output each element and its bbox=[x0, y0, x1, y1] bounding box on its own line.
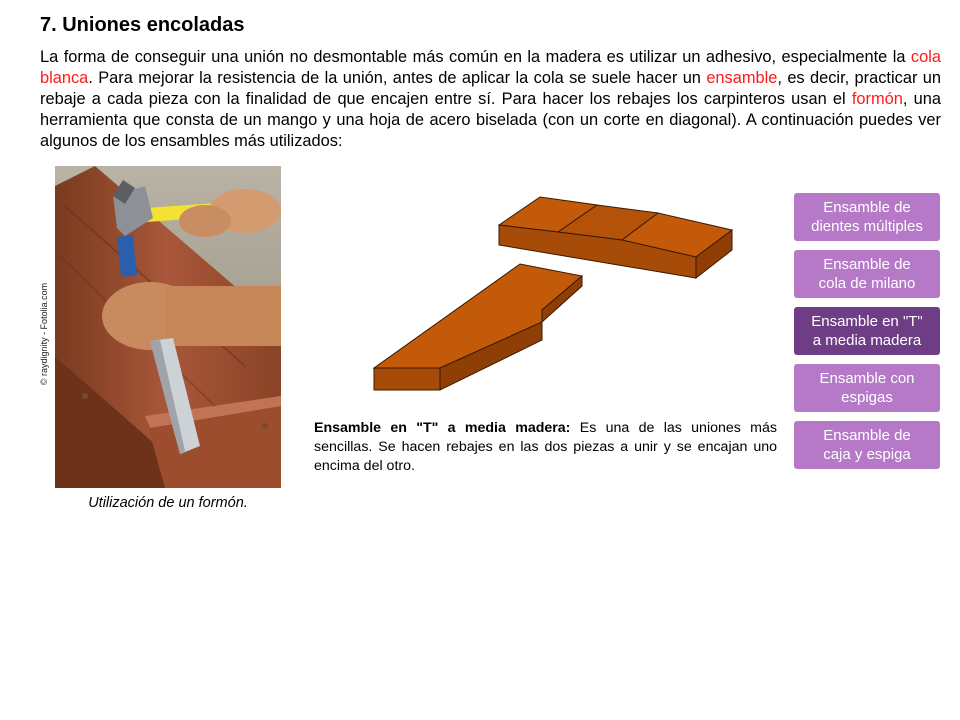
photo-credit bbox=[38, 272, 50, 396]
menu-button-cola-de-milano[interactable]: Ensamble de cola de milano bbox=[794, 250, 940, 298]
section-title: 7. Uniones encoladas bbox=[40, 14, 245, 36]
intro-text-1: La forma de conseguir una unión no desmontable más común en la madera es utilizar un adhesivo, especialmente la bbox=[40, 48, 911, 66]
highlight-formon: formón bbox=[851, 90, 903, 108]
joint-description bbox=[314, 419, 777, 476]
menu-button-caja-y-espiga[interactable]: Ensamble de caja y espiga bbox=[794, 421, 940, 469]
photo-credit-text: © raydignity - Fotolia.com bbox=[39, 282, 49, 386]
intro-text-2: . Para mejorar la resistencia de la unión, antes de aplicar la cola se suele hacer un bbox=[88, 69, 707, 87]
intro-paragraph bbox=[40, 47, 941, 152]
photo-caption: Utilización de un formón. bbox=[88, 495, 248, 511]
joint-description-text: Es una de las uniones más sencillas. Se hacen rebajes en las dos piezas a unir y se encajan uno encima del otro. bbox=[314, 420, 777, 474]
joint-menu bbox=[794, 193, 940, 478]
menu-button-dientes-multiples[interactable]: Ensamble de dientes múltiples bbox=[794, 193, 940, 241]
t-joint-diagram bbox=[370, 190, 740, 400]
chisel-photo-illustration bbox=[55, 166, 281, 488]
highlight-ensamble: ensamble bbox=[706, 69, 778, 87]
intro-text-4: , una herramienta que consta de un mango y una hoja de acero biselada (con un corte en diagonal). A continuación puedes ver algunos de los ensambles más utilizados: bbox=[40, 90, 941, 150]
menu-button-t-media-madera[interactable]: Ensamble en "T" a media madera bbox=[794, 307, 940, 355]
menu-button-espigas[interactable]: Ensamble con espigas bbox=[794, 364, 940, 412]
chisel-photo bbox=[55, 166, 281, 488]
highlight-cola-blanca: cola blanca bbox=[40, 48, 941, 87]
intro-text-3: , es decir, practicar un rebaje a cada pieza con la finalidad de que encajen entre sí. Para hacer los rebajes los carpinteros usan el bbox=[40, 69, 942, 108]
stem-piece-front bbox=[374, 368, 440, 390]
joint-description-term: Ensamble en "T" a media madera: bbox=[314, 420, 571, 436]
